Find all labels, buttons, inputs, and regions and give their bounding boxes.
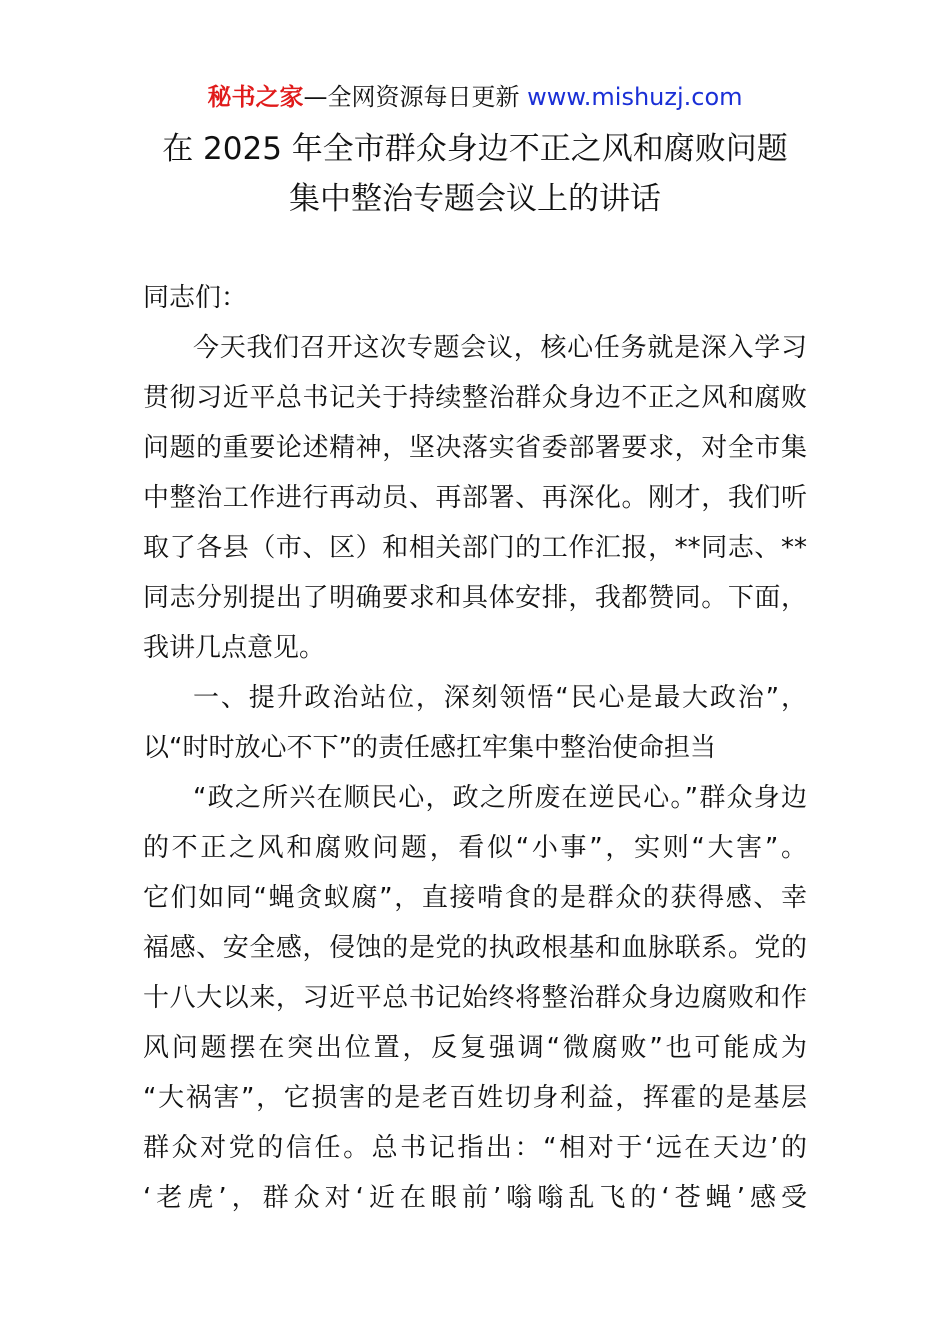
paragraph-line: 我讲几点意见。 <box>143 633 326 663</box>
site-url-link[interactable]: www.mishuzj.com <box>527 83 743 111</box>
paragraph-line: 取了各县（市、区）和相关部门的工作汇报，**同志、** <box>143 533 807 563</box>
document-title-line-2: 集中整治专题会议上的讲话 <box>289 181 661 217</box>
paragraph-line: 福感、安全感，侵蚀的是党的执政根基和血脉联系。党的 <box>143 933 807 963</box>
paragraph-line: “政之所兴在顺民心，政之所废在逆民心。”群众身边 <box>193 783 807 813</box>
header-slogan: —全网资源每日更新 <box>303 83 528 111</box>
paragraph-line: 同志分别提出了明确要求和具体安排，我都赞同。下面， <box>143 583 807 613</box>
paragraph-line: ‘老虎’，群众对‘近在眼前’嗡嗡乱飞的‘苍蝇’感受 <box>143 1183 807 1213</box>
paragraph-line: “大祸害”，它损害的是老百姓切身利益，挥霍的是基层 <box>143 1083 807 1113</box>
paragraph-line: 中整治工作进行再动员、再部署、再深化。刚才，我们听 <box>143 483 807 513</box>
document-title-line-1: 在 2025 年全市群众身边不正之风和腐败问题 <box>162 131 788 167</box>
paragraph-line: 问题的重要论述精神，坚决落实省委部署要求，对全市集 <box>143 433 807 463</box>
paragraph-line: 十八大以来，习近平总书记始终将整治群众身边腐败和作 <box>143 983 807 1013</box>
paragraph-line: 群众对党的信任。总书记指出：“相对于‘远在天边’的 <box>143 1133 807 1163</box>
paragraph-line: 贯彻习近平总书记关于持续整治群众身边不正之风和腐败 <box>143 383 807 413</box>
section-heading-line: 以“时时放心不下”的责任感扛牢集中整治使命担当 <box>143 733 716 763</box>
paragraph-line: 的不正之风和腐败问题，看似“小事”，实则“大害”。 <box>143 833 807 863</box>
document-body <box>143 273 807 1223</box>
brand-name: 秘书之家 <box>207 83 304 111</box>
section-heading-line: 一、提升政治站位，深刻领悟“民心是最大政治”， <box>193 683 807 713</box>
salutation: 同志们： <box>143 283 248 313</box>
paragraph-line: 今天我们召开这次专题会议，核心任务就是深入学习 <box>193 333 807 363</box>
paragraph-line: 风问题摆在突出位置，反复强调“微腐败”也可能成为 <box>143 1033 807 1063</box>
site-header <box>0 80 950 114</box>
paragraph-line: 它们如同“蝇贪蚁腐”，直接啃食的是群众的获得感、幸 <box>143 883 807 913</box>
